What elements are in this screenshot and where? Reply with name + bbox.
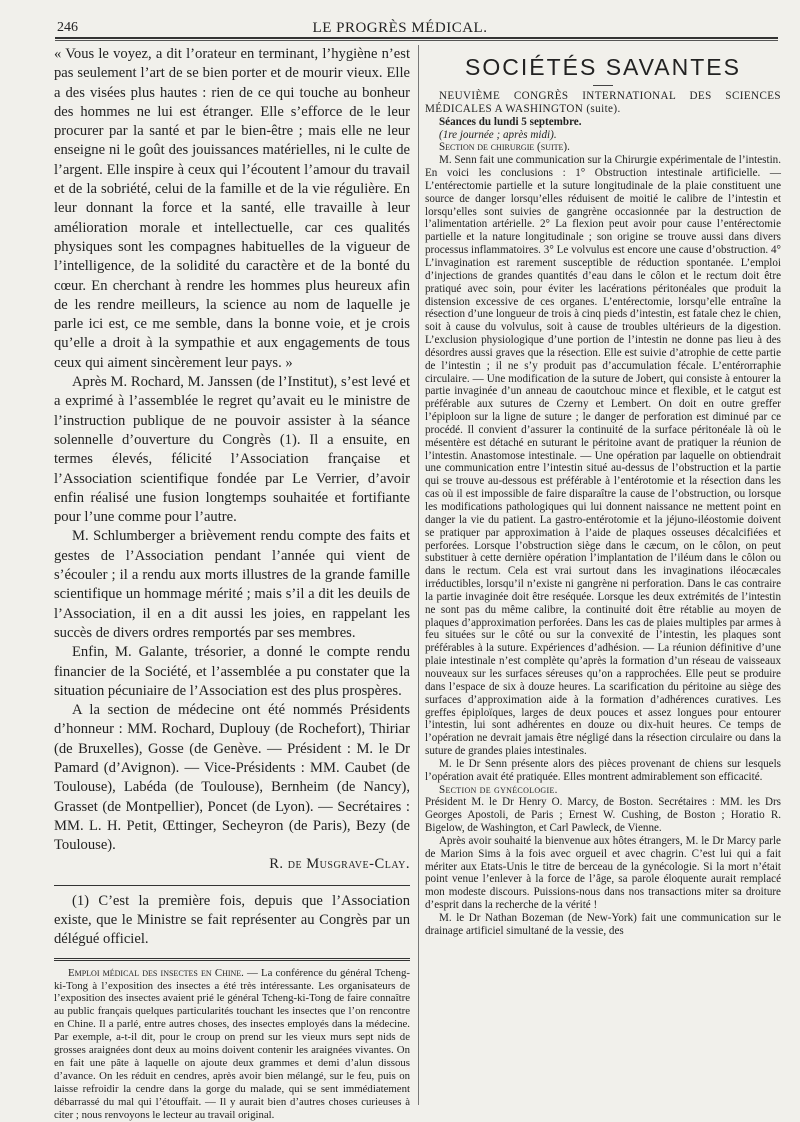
gyn-officers-paragraph: Président M. le Dr Henry O. Marcy, de Boston. Secrétaires : MM. les Drs Georges Apostoli, de Paris ; Ernest W. Cushing, de Boston ; Horatio R. Bigelow, de Washington, et Carl Pawleck, de Vienne. bbox=[425, 796, 781, 835]
divider-thin bbox=[54, 960, 410, 961]
left-column bbox=[54, 45, 410, 1122]
janssen-paragraph: Après M. Rochard, M. Janssen (de l’Institut), s’est levé et a exprimé à l’assemblée le regret qu’avait eu le ministre de l’instruction publique de ne pouvoir assister à la séance solennelle d’ouverture du Congrès (1). Il a ensuite, en termes élevés, félicité l’Association française et l’Association scientifique fondée par Le Verrier, d’avoir enfin réalisé une fusion longtemps souhaitée et fortifiante pour l’une comme pour l’autre. bbox=[54, 374, 410, 526]
section-gynecologie-heading: Section de gynécologie. bbox=[439, 783, 558, 796]
column-rule bbox=[418, 45, 419, 1105]
page-number: 246 bbox=[57, 20, 78, 35]
right-column bbox=[425, 52, 781, 938]
divider bbox=[54, 958, 410, 959]
schlumberger-paragraph: M. Schlumberger a brièvement rendu compte des faits et gestes de l’Association pendant l’année qui vient de s’écouler ; il a rendu aux morts illustres de la grande famille scientifique un hommage mérité ; mais s’il a dit les deuils de l’Association, il en a dit aussi les joies, en rappelant les succès de divers ordres remportés par ses membres. bbox=[54, 528, 410, 641]
seance-heading: Séances du lundi 5 septembre. bbox=[439, 115, 582, 128]
footnote: (1) C’est la première fois, depuis que l’Association existe, que le Ministre se fait représenter au Congrès par un délégué officiel. bbox=[54, 892, 410, 948]
emploi-article bbox=[54, 967, 410, 1122]
galante-paragraph: Enfin, M. Galante, trésorier, a donné le compte rendu financier de la Société, et l’assemblée a pu constater que la situation pécuniaire de l’Association est des plus prospères. bbox=[54, 644, 410, 699]
marcy-paragraph: Après avoir souhaité la bienvenue aux hôtes étrangers, M. le Dr Marcy parle de Marion Sims à la fois avec orgueil et avec chagrin. C’est lui qui a fait mériter aux Etats-Unis le titre de berceau de la gynécologie. Si la mort n’était point venue l’enlever à la force de l’âge, sa parole éloquente aurait remplacé mon modeste discours. Puissions-nous dans nos transactions miter sa droiture d’esprit dans la recherche de la vérité ! bbox=[425, 834, 781, 912]
emploi-title: Emploi médical des insectes en Chine. bbox=[68, 966, 244, 979]
section-title: SOCIÉTÉS SAVANTES bbox=[465, 54, 741, 80]
journee-heading: (1re journée ; après midi). bbox=[439, 128, 557, 141]
page-header bbox=[0, 0, 800, 40]
senn-paragraph: M. Senn fait une communication sur la Chirurgie expérimentale de l’intestin. En voici les conclusions : 1° Obstruction intestinale artificielle. — L’entérectomie partielle et la suture longitudinale de la plaie constituent une source de danger lorsqu’elles réduisent de moitié le calibre de l’intestin et lorsqu’elles sont suivies de gangrène occasionnée par la destruction de l’alimentation artérielle. 2° La flexion peut avoir pour cause l’entérectomie partielle et la nature longitudinale ; son origine se trouve aussi dans divers processus inflammatoires. 3° Le volvulus est encore une cause d’obstruction. 4° L’invagination est rarement susceptible de réduction spontanée. L’emploi d’injections de grandes quantités d’eau dans le côlon et le rectum doit être pratiqué avec soin, pour éviter les lacérations péritonéales que produit la distension excessive de ces organes. L’entérectomie, lorsqu’elle entraîne la résection d’une longueur de trois à cinq pieds d’intestin, est fatale chez le chien, soit à cause du volvulus, soit à cause de troubles ultérieurs de la digestion. L’exclusion physiologique d’une portion de l’intestin ne donne pas lieu à des désordres aussi graves que la résection. Elle est suivie d’atrophie de cette partie de l’intestin ; il ne s’y produit pas d’accumulation fécale. L’entérorraphie circulaire. — Une modification de la suture de Jobert, qui consiste à entourer la partie invaginée d’un anneau de caoutchouc mince et flexible, et le catgut est préférable aux sutures de Czerny et Lembert. On doit en outre greffer l’épiploon sur la ligne de suture ; le danger de perforation est diminué par ce procédé. Il convient d’assurer la continuité de la surface péritonéale là où le mésentère est détaché en suturant le péritoine avant de pratiquer la réunion de l’intestin. Anastomose intestinale. — Une opération par laquelle on obtiendrait une communication entre l’intestin situé au-dessus de l’obstruction et la partie qui se trouve au-dessous est préférable à l’entérotomie et la résection dans les cas où il est impossible de faire disparaître la cause de l’obstruction, ou lorsque les modifications pathologiques qui lui donnent naissance ne mettent point en danger la vie du patient. La gastro-entérotomie et la jéjuno-iléostomie doivent se pratiquer par approximation à l’aide de plaques osseuses décalcifiées et perforées. Lorsque l’obstruction siège dans le cæcum, on le côlon, on peut substituer à cette dernière opération l’implantation de l’iléum dans le côlon ou dans le rectum. Cela est vrai surtout dans les invaginations iléocæcales irréductibles, lorsqu’il n’existe ni gangrène ni perforation. Dans le cas contraire la partie invaginée doit être reséquée. Lorsque les deux extrémités de l’intestin ne sont pas du même calibre, la continuité doit être rétablie au moyen de plaques d’approximation perforées. Dans les cas de plaies multiples par armes à feu situées sur le côté ou sur la convexité de l’intestin, les plaques sont préférables à la suture. Expériences d’adhésion. — La réunion définitive d’une plaie intestinale n’est complète qu’après la formation d’un réseau de vaisseaux nouveaux sur les surfaces séreuses qu’on a rapprochées. Elle peut se produire dans l’espace de six à douze heures. La scarification du péritoine au siège des surfaces d’approximation aide à la formation d’adhérences curatives. Les greffes épiploïques, larges de deux pouces et assez longues pour entourer l’intestin, lui sont adhérentes en douze ou dix-huit heures. Ce temps de l’opération ne devrait jamais être négligé dans la résection circulaire ou dans la suture de grandes plaies intestinales. bbox=[425, 154, 781, 758]
hygiene-paragraph: « Vous le voyez, a dit l’orateur en terminant, l’hygiène n’est pas seulement l’art de se bien porter et de mourir vieux. Elle a des visées plus hautes : rien de ce qui touche au bonheur des hommes ne lui est étranger. Elle s’efforce de le leur procurer par la santé et par le bien-être ; mais elle ne leur enseigne ni le goût des jouissances matérielles, ni le culte de l’argent. Elle inspire à ceux qui l’écoutent l’amour du travail et de la sobriété, celui de la famille et de la vie régulière. En leur donnant la force et la santé, elle travaille à leur amélioration morale et intellectuelle, car ces qualités physiques sont les compagnes habituelles de la vigueur de l’intelligence, de la solidité du caractère et de la bonté du cœur. En cherchant à rendre les hommes plus heureux afin de les rendre meilleurs, la science au nom de laquelle je parle ici est, ce me semble, dans la bonne voie, et je crois qu’elle a droit à la sympathie et aux engagements de tous ceux qui aiment sincèrement leur pays. » bbox=[54, 46, 410, 371]
header-rule-thin bbox=[55, 40, 778, 41]
emploi-text: — La conférence du général Tcheng-ki-Tong à l’exposition des insectes a été très intéressante. Les organisateurs de l’exposition des insectes avaient prié le général Tcheng-ki-Tong de faire connaître au public français quelques particularités touchant les insectes que l’on rencontre en Chine. Il a parlé, entre autres choses, des insectes employés dans la médecine. Par exemple, a-t-il dit, pour le croup on prend sur les vieux murs sept nids de grosses araignées dont deux au moins doivent contenir les araignées vivantes. On en fait une pâte à laquelle on ajoute deux grammes et demi d’alun dissous d’avance. On les réduit en cendres, après avoir bien mélangé, sur le feu, puis on laisse refroidir la cendre dans la gorge du malade, qui se sent immédiatement débarrassé du mal qui l’étouffait. — Il y aurait bien d’autres choses curieuses à citer ; nous renvoyons le lecteur au travail original. bbox=[54, 966, 410, 1121]
congres-heading: NEUVIÈME CONGRÈS INTERNATIONAL DES SCIENCES MÉDICALES A WASHINGTON (suite). bbox=[425, 90, 781, 115]
section-chirurgie-heading: Section de chirurgie (suite). bbox=[439, 141, 570, 154]
title-rule bbox=[593, 85, 613, 86]
senn-pieces-paragraph: M. le Dr Senn présente alors des pièces provenant de chiens sur lesquels l’opération avait été pratiquée. Elles montrent admirablement son efficacité. bbox=[425, 757, 781, 783]
bozeman-paragraph: M. le Dr Nathan Bozeman (de New-York) fait une communication sur le drainage artificiel simultané de la vessie, des bbox=[425, 912, 781, 937]
section-medecine-paragraph: A la section de médecine ont été nommés Présidents d’honneur : MM. Rochard, Duplouy (de Rochefort), Thiriar (de Bruxelles), Gosse (de Genève. — Président : M. le Dr Pamard (d’Avignon). — Vice-Présidents : MM. Caubet (de Toulouse), Labéda (de Toulouse), Bernheim (de Nancy), Grasset (de Montpellier), Poncet (de Lyon). — Secrétaires : MM. L. H. Petit, Œttinger, Secheyron (de Paris), Bezy (de Toulouse). bbox=[54, 702, 410, 854]
running-title: LE PROGRÈS MÉDICAL. bbox=[312, 20, 488, 36]
author-signature: R. de Musgrave-Clay. bbox=[269, 856, 410, 873]
footnote-rule bbox=[54, 885, 410, 886]
header-rule bbox=[55, 37, 778, 39]
